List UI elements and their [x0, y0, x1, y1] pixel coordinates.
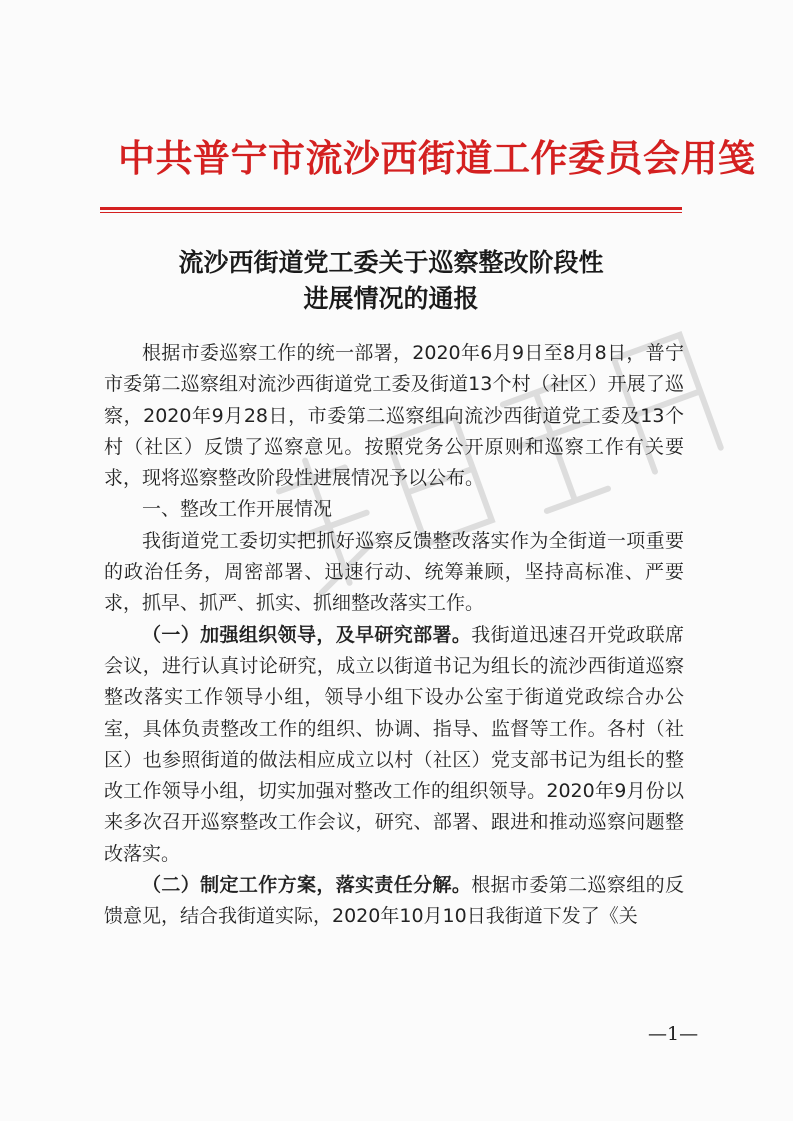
document-title-line-1: 流沙西街道党工委关于巡察整改阶段性 — [178, 248, 604, 277]
paragraph-text: 根据市委巡察工作的统一部署，2020年6月9日至8月8日，普宁市委第二巡察组对流沙西街道党工委及街道13个村（社区）开展了巡察，2020年9月28日，市委第二巡察组向流沙西街道党工委及13个村（社区）反馈了巡察意见。按照党务公开原则和巡察工作有关要求，现将巡察整改阶段性进展情况予以公布。 — [104, 342, 684, 490]
document-title-line-2: 进展情况的通报 — [303, 284, 479, 313]
paragraph-text: 一、整改工作开展情况 — [142, 498, 333, 521]
paragraph-lead: （一）加强组织领导，及早研究部署。 — [142, 623, 472, 646]
paragraph-intro — [104, 338, 684, 494]
letterhead-title: 中共普宁市流沙西街道工作委员会用笺 — [118, 136, 756, 180]
letterhead-rule-thick — [100, 207, 682, 210]
letterhead-rule-thin — [100, 212, 682, 213]
section-heading — [104, 494, 684, 525]
page-number: —1— — [648, 1023, 699, 1045]
paragraph-text: 我街道党工委切实把抓好巡察反馈整改落实作为全街道一项重要的政治任务，周密部署、迅速行动、统筹兼顾，坚持高标准、严要求，抓早、抓严、抓实、抓细整改落实工作。 — [104, 529, 684, 615]
paragraph-overview — [104, 526, 684, 620]
paragraph-item-1 — [104, 620, 684, 870]
paragraph-text: 我街道迅速召开党政联席会议，进行认真讨论研究，成立以街道书记为组长的流沙西街道巡察整改落实工作领导小组，领导小组下设办公室于街道党政综合办公室，具体负责整改工作的组织、协调、指导、监督等工作。各村（社区）也参照街道的做法相应成立以村（社区）党支部书记为组长的整改工作领导小组，切实加强对整改工作的组织领导。2020年9月份以来多次召开巡察整改工作会议，研究、部署、跟进和推动巡察问题整改落实。 — [104, 623, 684, 865]
paragraph-text: 根据市委第二巡察组的反馈意见，结合我街道实际，2020年10月10日我街道下发了《关 — [104, 874, 684, 928]
paragraph-item-2 — [104, 870, 684, 933]
paragraph-lead: （二）制定工作方案，落实责任分解。 — [142, 874, 472, 897]
document-body — [104, 338, 684, 933]
